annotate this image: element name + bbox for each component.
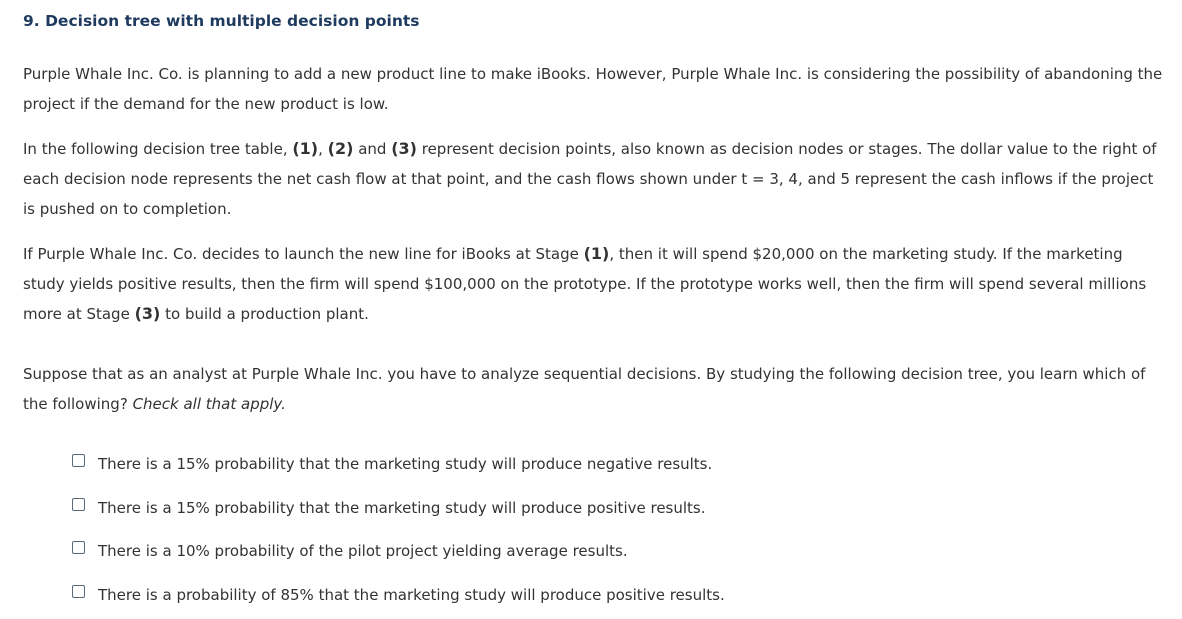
text-segment: and <box>353 140 392 158</box>
text-segment: represent decision points, also known as decision nodes or stages. The dollar value to the right of each decision node represents the net cash flow at that point, and the cash flows shown under t = 3, 4, and 5 represent the cash inflows if the project is pushed on to completion. <box>23 140 1157 218</box>
answer-options <box>72 441 725 616</box>
answer-option[interactable] <box>72 485 725 529</box>
question-title: 9. Decision tree with multiple decision points <box>23 12 420 30</box>
prompt-paragraph <box>23 359 1168 419</box>
text-segment: Suppose that as an analyst at Purple Whale Inc. you have to analyze sequential decisions. By studying the following decision tree, you learn which of the following? <box>23 365 1146 413</box>
text-segment: In the following decision tree table, <box>23 140 293 158</box>
option-label[interactable]: There is a probability of 85% that the marketing study will produce positive results. <box>98 585 725 604</box>
answer-option[interactable] <box>72 528 725 572</box>
answer-option[interactable] <box>72 441 725 485</box>
node-label-3: (3) <box>134 304 161 323</box>
checkbox[interactable] <box>72 541 85 554</box>
option-label[interactable]: There is a 10% probability of the pilot project yielding average results. <box>98 542 628 561</box>
text-segment: to build a production plant. <box>160 305 369 323</box>
text-segment: If Purple Whale Inc. Co. decides to launch the new line for iBooks at Stage <box>23 245 584 263</box>
checkbox[interactable] <box>72 454 85 467</box>
answer-option[interactable] <box>72 572 725 616</box>
node-label-2: (2) <box>327 139 354 158</box>
intro-paragraph: Purple Whale Inc. Co. is planning to add a new product line to make iBooks. However, Purple Whale Inc. is considering the possibility of abandoning the project if the demand for the new product is low. <box>23 65 1163 113</box>
node-label-1: (1) <box>292 139 319 158</box>
text-segment: , then it will spend $20,000 on the marketing study. If the marketing study yields positive results, then the firm will spend $100,000 on the prototype. If the prototype works well, then the firm will spend several millions more at Stage <box>23 245 1147 323</box>
checkbox[interactable] <box>72 498 85 511</box>
stages-paragraph <box>23 239 1168 329</box>
checkbox[interactable] <box>72 585 85 598</box>
option-label[interactable]: There is a 15% probability that the marketing study will produce positive results. <box>98 498 706 517</box>
option-label[interactable]: There is a 15% probability that the marketing study will produce negative results. <box>98 454 713 473</box>
decision-points-paragraph <box>23 134 1168 224</box>
text-segment: , <box>318 140 328 158</box>
node-label-1: (1) <box>583 244 610 263</box>
node-label-3: (3) <box>391 139 417 158</box>
instruction-text: Check all that apply. <box>132 395 286 413</box>
